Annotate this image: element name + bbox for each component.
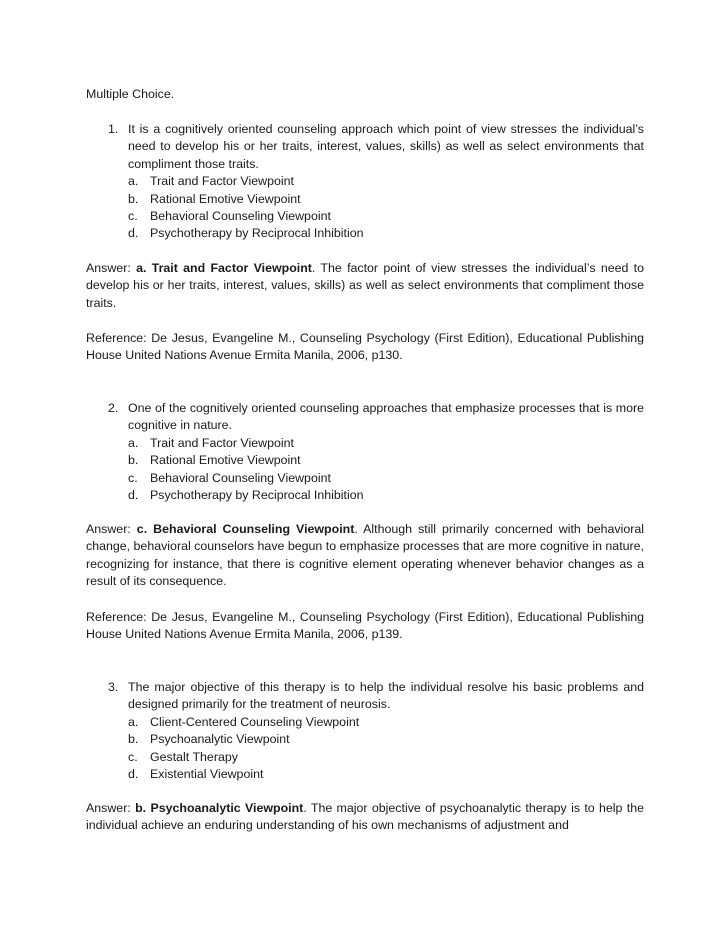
- answer-paragraph: [86, 800, 644, 835]
- option-text: Behavioral Counseling Viewpoint: [150, 209, 331, 224]
- option-text: Psychotherapy by Reciprocal Inhibition: [150, 226, 364, 241]
- option-item: [86, 766, 644, 783]
- answer-choice: a. Trait and Factor Viewpoint: [136, 261, 312, 275]
- option-list: [86, 435, 644, 505]
- option-text: Rational Emotive Viewpoint: [150, 453, 301, 468]
- question-stem: [86, 679, 644, 714]
- option-text: Existential Viewpoint: [150, 767, 264, 782]
- option-text: Trait and Factor Viewpoint: [150, 435, 294, 450]
- answer-paragraph: [86, 260, 644, 312]
- answer-choice: b. Psychoanalytic Viewpoint: [135, 801, 304, 815]
- option-letter: b.: [128, 453, 139, 468]
- question-text: The major objective of this therapy is to help the individual resolve his basic problems and designed primarily for the treatment of neurosis.: [128, 680, 644, 712]
- option-text: Gestalt Therapy: [150, 749, 238, 764]
- answer-explanation: . Although still primarily concerned with behavioral change, behavioral counselors have begun to emphasize processes that are more cognitive in nature, recognizing for instance, that there is cognitive element operating whenever behavior changes as a result of its consequence.: [86, 522, 645, 589]
- question-text: It is a cognitively oriented counseling approach which point of view stresses the individual’s need to develop his or her traits, interest, values, skills) as well as select environments that compliment those traits.: [128, 122, 644, 171]
- question-text: One of the cognitively oriented counseling approaches that emphasize processes that is more cognitive in nature.: [128, 401, 644, 433]
- option-letter: a.: [128, 714, 139, 729]
- option-item: [86, 208, 644, 225]
- option-letter: c.: [128, 749, 138, 764]
- option-letter: d.: [128, 488, 139, 503]
- option-item: [86, 470, 644, 487]
- question-2: [86, 400, 644, 504]
- option-item: [86, 731, 644, 748]
- option-text: Psychoanalytic Viewpoint: [150, 732, 290, 747]
- option-item: [86, 435, 644, 452]
- question-number: 3.: [108, 680, 119, 694]
- option-letter: a.: [128, 435, 139, 450]
- option-text: Psychotherapy by Reciprocal Inhibition: [150, 488, 364, 503]
- answer-label: Answer:: [86, 801, 136, 815]
- question-3: [86, 679, 644, 783]
- option-letter: c.: [128, 209, 138, 224]
- question-stem: [86, 400, 644, 435]
- option-text: Rational Emotive Viewpoint: [150, 191, 301, 206]
- option-letter: d.: [128, 767, 139, 782]
- reference-paragraph: Reference: De Jesus, Evangeline M., Counseling Psychology (First Edition), Educational Publishing House United Nations Avenue Ermita Manila, 2006, p130.: [86, 331, 644, 363]
- option-text: Behavioral Counseling Viewpoint: [150, 470, 331, 485]
- option-letter: a.: [128, 174, 139, 189]
- option-item: [86, 191, 644, 208]
- option-letter: b.: [128, 732, 139, 747]
- option-item: [86, 173, 644, 190]
- question-number: 2.: [108, 401, 119, 415]
- answer-paragraph: [86, 521, 644, 591]
- option-item: [86, 749, 644, 766]
- option-item: [86, 487, 644, 504]
- option-list: [86, 714, 644, 784]
- question-stem: [86, 121, 644, 173]
- option-letter: c.: [128, 470, 138, 485]
- answer-explanation: . The major objective of psychoanalytic therapy is to help the individual achieve an enduring understanding of his own mechanisms of adjustment and: [86, 801, 645, 833]
- option-item: [86, 225, 644, 242]
- option-text: Trait and Factor Viewpoint: [150, 174, 294, 189]
- question-1: [86, 121, 644, 243]
- option-item: [86, 714, 644, 731]
- answer-label: Answer:: [86, 261, 137, 275]
- answer-choice: c. Behavioral Counseling Viewpoint: [136, 522, 355, 536]
- option-letter: b.: [128, 191, 139, 206]
- section-heading: Multiple Choice.: [86, 87, 175, 101]
- answer-explanation: . The factor point of view stresses the individual’s need to develop his or her traits, interest, values, skills) as well as select environments that compliment those traits.: [86, 261, 645, 310]
- question-number: 1.: [108, 122, 119, 136]
- option-text: Client-Centered Counseling Viewpoint: [150, 714, 360, 729]
- option-item: [86, 452, 644, 469]
- option-list: [86, 173, 644, 243]
- option-letter: d.: [128, 226, 139, 241]
- answer-label: Answer:: [86, 522, 137, 536]
- reference-paragraph: Reference: De Jesus, Evangeline M., Counseling Psychology (First Edition), Educational Publishing House United Nations Avenue Ermita Manila, 2006, p139.: [86, 610, 644, 642]
